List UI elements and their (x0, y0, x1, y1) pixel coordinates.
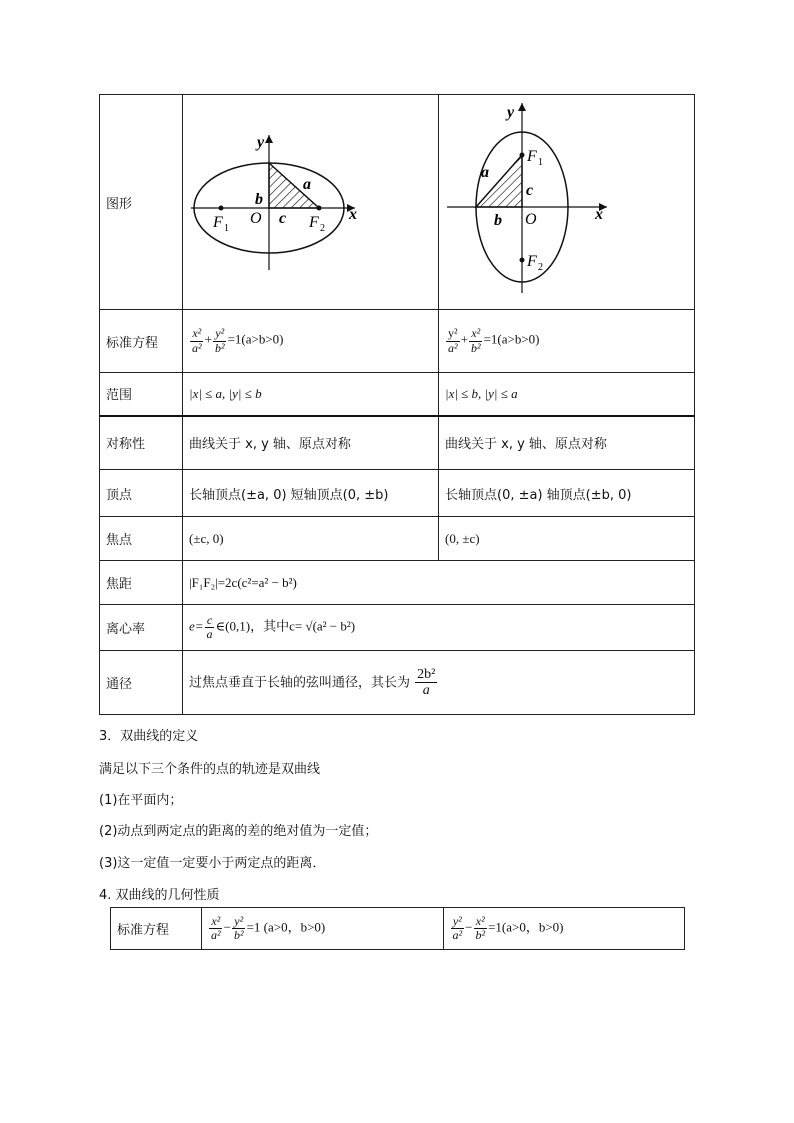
symmetry-col1: 曲线关于 x, y 轴、原点对称 (183, 416, 439, 470)
eq-numerator: x² (192, 326, 202, 341)
row-label: 标准方程 (100, 310, 183, 373)
latus-denominator: a (422, 683, 430, 698)
focus-row (100, 517, 695, 561)
eq-operator: + (204, 331, 212, 347)
f1-subscript: 1 (224, 223, 229, 234)
eq-denominator: a² (211, 928, 221, 942)
eq-tail: =1(a>b>0) (483, 331, 540, 347)
focal-distance-content: |F₁F₂|=2c(c²=a² − b²) (183, 561, 695, 605)
hyperbola-properties-table (110, 907, 685, 950)
range-col1: |x| ≤ a, |y| ≤ b (183, 373, 439, 416)
symmetry-row (100, 416, 695, 470)
horizontal-ellipse-figure-cell (183, 95, 439, 310)
eccentricity-prefix: e= (189, 618, 204, 634)
f2-subscript: 2 (538, 262, 543, 273)
eq-numerator: x² (211, 913, 221, 928)
section3-heading: 3．双曲线的定义 (99, 729, 199, 744)
origin-label: O (250, 210, 262, 227)
eccentricity-denominator: a (206, 627, 213, 641)
b-label: b (494, 212, 502, 229)
vertical-ellipse-figure (439, 95, 705, 305)
vertical-ellipse-figure-cell (439, 95, 695, 310)
eq-denominator: b² (475, 928, 486, 942)
eq-numerator: y² (215, 326, 225, 341)
f2-label: F (527, 253, 537, 270)
range-row (100, 373, 695, 416)
list-item: (2)动点到两定点的距离的差的绝对值为一定值； (99, 824, 378, 839)
row-label: 范围 (100, 373, 183, 416)
range-col2: |x| ≤ b, |y| ≤ a (439, 373, 695, 416)
vertex-row (100, 470, 695, 517)
eq-tail: =1(a>0，b>0) (488, 919, 564, 935)
b-label: b (255, 191, 263, 208)
eq-numerator: x² (475, 913, 485, 928)
horizontal-ellipse-figure (183, 95, 429, 305)
symmetry-col2: 曲线关于 x, y 轴、原点对称 (439, 416, 695, 470)
y-axis-label: y (507, 104, 515, 121)
focal-distance-row (100, 561, 695, 605)
eq-numerator: y² (452, 913, 462, 928)
y-axis-label: y (257, 134, 265, 151)
standard-equation-row (100, 310, 695, 373)
eq-denominator: a² (452, 928, 463, 942)
hyperbola-equation-col1 (202, 908, 444, 950)
list-item: (1)在平面内； (99, 793, 183, 808)
f1-label: F (213, 214, 223, 231)
eq-numerator: y² (448, 326, 458, 341)
standard-equation-col1 (183, 310, 439, 373)
standard-equation-row (111, 908, 685, 950)
row-label: 焦点 (100, 517, 183, 561)
latus-numerator: 2b² (417, 666, 436, 682)
eq-denominator: b² (233, 928, 244, 942)
c-label: c (279, 210, 287, 227)
eq-operator: + (460, 331, 468, 347)
hyperbola-equation-col2 (443, 908, 685, 950)
eccentricity-numerator: c (206, 612, 213, 627)
x-axis-label: x (349, 206, 357, 223)
latus-row (100, 651, 695, 715)
section4-heading: 4. 双曲线的几何性质 (99, 888, 220, 903)
row-label: 顶点 (100, 470, 183, 517)
x-axis-label: x (595, 206, 603, 223)
section3-intro: 满足以下三个条件的点的轨迹是双曲线 (99, 762, 321, 777)
a-label: a (481, 164, 489, 181)
row-label: 焦距 (100, 561, 183, 605)
a-label: a (303, 176, 311, 193)
list-item: (3)这一定值一定要小于两定点的距离． (99, 856, 326, 871)
row-label: 图形 (100, 95, 183, 310)
eq-tail: =1 (a>0，b>0) (246, 919, 326, 935)
eq-tail: =1(a>b>0) (227, 331, 284, 347)
origin-label: O (525, 211, 537, 228)
row-label: 通径 (100, 651, 183, 715)
f2-subscript: 2 (320, 223, 325, 234)
eq-denominator: b² (470, 340, 481, 355)
latus-text: 过焦点垂直于长轴的弦叫通径，其长为 (189, 675, 411, 690)
focus-col1: (±c, 0) (183, 517, 439, 561)
eq-operator: − (223, 919, 231, 935)
eq-denominator: b² (214, 340, 225, 355)
f1-subscript: 1 (538, 157, 543, 168)
eq-operator: − (465, 919, 473, 935)
standard-equation-col2 (439, 310, 695, 373)
ellipse-properties-table (99, 94, 695, 715)
vertex-col2: 长轴顶点(0, ±a) 轴顶点(±b, 0) (439, 470, 695, 517)
row-label: 对称性 (100, 416, 183, 470)
focus-col2: (0, ±c) (439, 517, 695, 561)
row-label: 标准方程 (111, 908, 202, 950)
eq-denominator: a² (192, 340, 202, 355)
f1-label: F (527, 148, 537, 165)
f2-label: F (309, 214, 319, 231)
eccentricity-content (183, 605, 695, 651)
row-label: 离心率 (100, 605, 183, 651)
eccentricity-suffix: ∈(0,1)，其中c= √(a² − b²) (215, 618, 356, 634)
c-label: c (526, 182, 534, 199)
vertex-col1: 长轴顶点(±a, 0) 短轴顶点(0, ±b) (183, 470, 439, 517)
eq-numerator: x² (471, 326, 481, 341)
eq-denominator: a² (448, 340, 458, 355)
figure-row (100, 95, 695, 310)
latus-content (183, 651, 695, 715)
eq-numerator: y² (234, 913, 244, 928)
eccentricity-row (100, 605, 695, 651)
